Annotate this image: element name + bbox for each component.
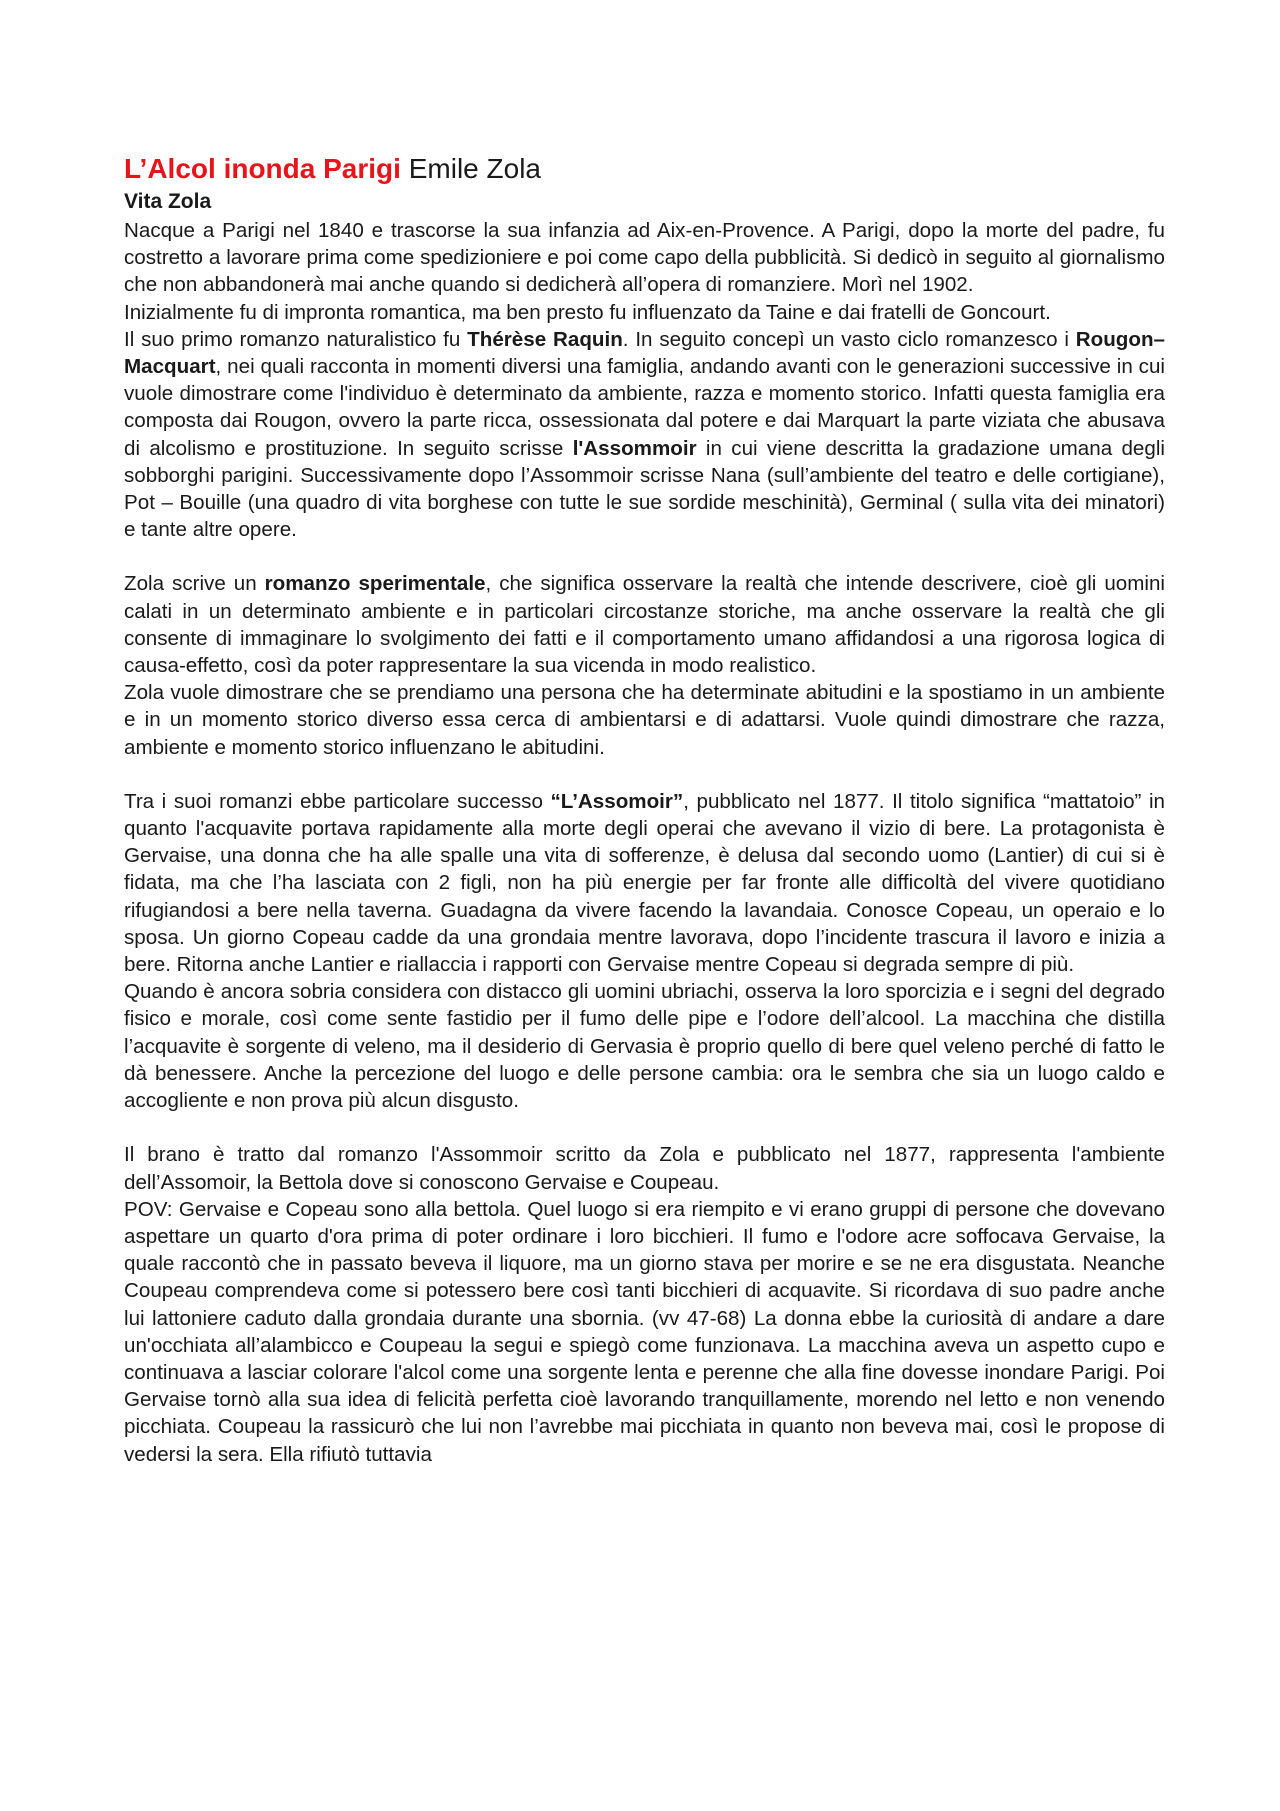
paragraph-gervaise-perception: Quando è ancora sobria considera con distacco gli uomini ubriachi, osserva la loro sporcizia e i segni del degrado fisico e morale, così come sente fastidio per il fumo delle pipe e l’odore dell’alcool. La macchina che distilla l’acquavite è sorgente di veleno, ma il desiderio di Gervasia è proprio quello di bere quel veleno perché di fatto le dà benessere. Anche la percezione del luogo e delle persone cambia: ora le sembra che sia un luogo caldo e accogliente e non prova più alcun disgusto. [124, 980, 1165, 1113]
paragraph-gap [124, 543, 1165, 570]
paragraph-experimental-novel: Zola scrive un romanzo sperimentale, che significa osservare la realtà che intende descrivere, cioè gli uomini calati in un determinato ambiente e in particolari circostanze storiche, ma anche osservare la realtà che gli consente di immaginare lo svolgimento dei fatti e il comportamento umano affidandosi a una rigorosa logica di causa-effetto, così da poter rappresentare la sua vicenda in modo realistico. [124, 572, 1165, 678]
title-author: Emile Zola [408, 153, 541, 184]
paragraph-pov-summary: POV: Gervaise e Copeau sono alla bettola. Quel luogo si era riempito e vi erano gruppi di persone che dovevano aspettare un quarto d'ora prima di poter ordinare i loro bicchieri. Il fumo e l'odore acre soffocava Gervaise, la quale raccontò che in passato beveva il liquore, ma un giorno stava per morire e se ne era disgustata. Neanche Coupeau comprendeva come si potessero bere così tanti bicchieri di acquavite. Si ricordava di suo padre anche lui lattoniere caduto dalla grondaia durante una sbornia. (vv 47-68) La donna ebbe la curiosità di andare a dare un'occhiata all’alambicco e Coupeau la segui e spiegò come funzionava. La macchina aveva un aspetto cupo e continuava a lasciar colorare l'alcol come una sorgente lenta e perenne che alla fine dovesse inondare Parigi. Poi Gervaise tornò alla sua idea di felicità perfetta cioè lavorando tranquillamente, morendo nel letto e non venendo picchiata. Coupeau la rassicurò che lui non l’avrebbe mai picchiata in quanto non beveva mai, così le propose di vedersi la sera. Ella rifiutò tuttavia [124, 1197, 1165, 1466]
work-assommoir: l'Assommoir [572, 436, 697, 460]
paragraph-determinism: Zola vuole dimostrare che se prendiamo una persona che ha determinate abitudini e la spostiamo in un ambiente e in un momento storico diverso essa cerca di ambientarsi e di adattarsi. Vuole quindi dimostrare che razza, ambiente e momento storico influenzano le abitudini. [124, 681, 1165, 759]
paragraph-assommoir-plot: Tra i suoi romanzi ebbe particolare successo “L’Assomoir”, pubblicato nel 1877. Il titolo significa “mattatoio” in quanto l'acquavite portava rapidamente alla morte degli operai che avevano il vizio di bere. La protagonista è Gervaise, una donna che ha alle spalle una vita di sofferenze, è delusa dal secondo uomo (Lantier) di cui si è fidata, ma che l’ha lasciata con 2 figli, non ha più energie per far fronte alle difficoltà del vivere quotidiano rifugiandosi a bere nella taverna. Guadagna da vivere facendo la lavandaia. Conosce Copeau, un operaio e lo sposa. Un giorno Copeau cadde da una grondaia mentre lavorava, dopo l’incidente trascura il lavoro e inizia a bere. Ritorna anche Lantier e riallaccia i rapporti con Gervaise mentre Copeau si degrada sempre di più. [124, 789, 1165, 977]
paragraph-biography: Nacque a Parigi nel 1840 e trascorse la sua infanzia ad Aix-en-Provence. A Parigi, dopo la morte del padre, fu costretto a lavorare prima come spedizioniere e poi come capo della pubblicità. Si dedicò in seguito al giornalismo che non abbandonerà mai anche quando si dedicherà all’opera di romanziere. Morì nel 1902. [124, 219, 1165, 297]
paragraph-gap [124, 1114, 1165, 1141]
paragraph-works: Il suo primo romanzo naturalistico fu Thérèse Raquin. In seguito concepì un vasto ciclo romanzesco i Rougon–Macquart, nei quali racconta in momenti diversi una famiglia, andando avanti con le generazioni successive in cui vuole dimostrare come l'individuo è determinato da ambiente, razza e momento storico. Infatti questa famiglia era composta dai Rougon, ovvero la parte ricca, ossessionata dal potere e dai Marquart la parte viziata che abusava di alcolismo e prostituzione. In seguito scrisse l'Assommoir in cui viene descritta la gradazione umana degli sobborghi parigini. Successivamente dopo l’Assommoir scrisse Nana (sull’ambiente del teatro e delle cortigiane), Pot – Bouille (una quadro di vita borghese con tutte le sue sordide meschinità), Germinal ( sulla vita dei minatori) e tante altre opere. [124, 327, 1165, 542]
work-assomoir-title: “L’Assomoir” [550, 789, 684, 813]
paragraph-influences: Inizialmente fu di impronta romantica, ma ben presto fu influenzato da Taine e dai fratelli de Goncourt. [124, 300, 1051, 324]
work-rougon-macquart: Rougon–Macquart [124, 327, 1165, 379]
work-therese-raquin: Thérèse Raquin [467, 327, 623, 351]
paragraph-excerpt-source: Il brano è tratto dal romanzo l'Assommoir scritto da Zola e pubblicato nel 1877, rappresenta l'ambiente dell’Assomoir, la Bettola dove si conoscono Gervaise e Coupeau. [124, 1143, 1165, 1194]
term-romanzo-sperimentale: romanzo sperimentale [264, 572, 486, 596]
document-title [124, 150, 1165, 188]
section-heading: Vita Zola [124, 190, 212, 213]
paragraph-gap [124, 761, 1165, 788]
title-main: L’Alcol inonda Parigi [124, 153, 401, 184]
document-body [124, 150, 1165, 1468]
